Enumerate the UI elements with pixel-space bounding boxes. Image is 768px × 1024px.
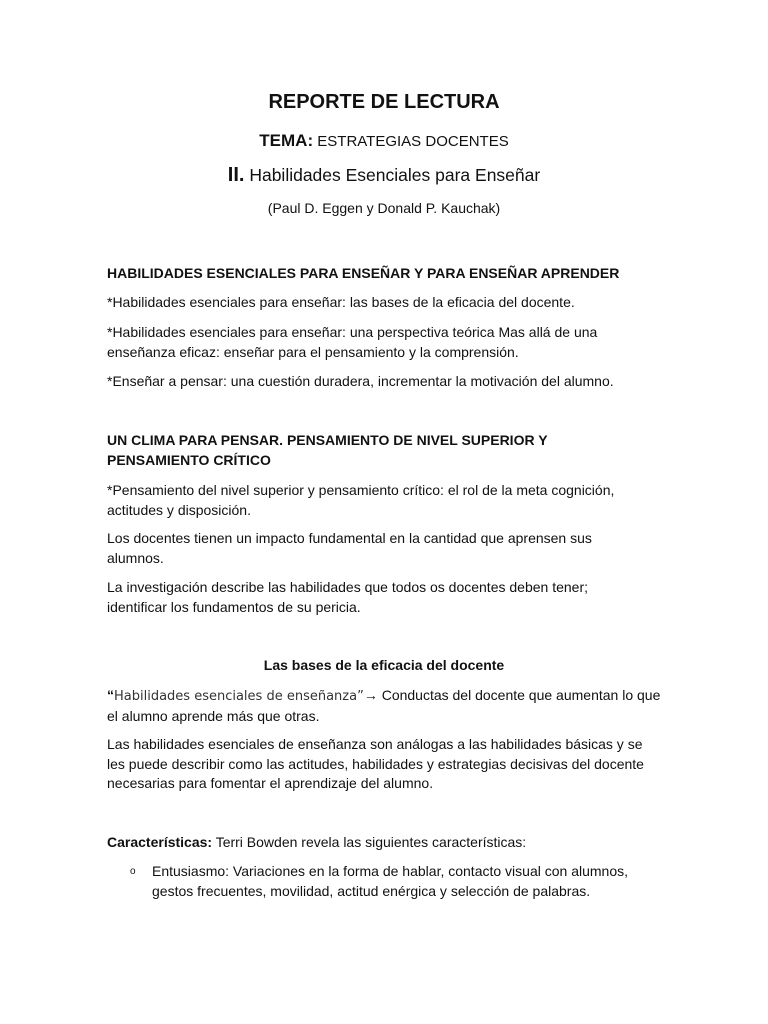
section3-heading: Las bases de la eficacia del docente (263, 657, 505, 673)
arrow-icon: → (363, 687, 378, 703)
characteristics-label: Características: (107, 834, 213, 850)
bullet-circle-icon: o (130, 866, 136, 877)
section2-heading-part2: PENSAMIENTO DE NIVEL SUPERIOR Y PENSAMIENTO CRÍTICO (107, 432, 548, 468)
bullet-text: Entusiasmo: Variaciones en la forma de hablar, contacto visual con alumnos, gestos frecuentes, movilidad, actitud enérgica y selección de palabras. (152, 863, 628, 899)
unit-line (0, 163, 768, 187)
authors-line: (Paul D. Eggen y Donald P. Kauchak) (267, 200, 501, 216)
characteristics-line (107, 833, 667, 853)
topic-label: TEMA: (259, 131, 314, 150)
unit-title: Habilidades Esenciales para Enseñar (249, 165, 541, 185)
section3-paragraph: Las habilidades esenciales de enseñanza son análogas a las habilidades básicas y se les puede describir como las actitudes, habilidades y estrategias decisivas del docente necesarias para fomentar el aprendizaje del alumno. (107, 736, 644, 791)
section1-paragraph-2: *Habilidades esenciales para enseñar: una perspectiva teórica Mas allá de una enseñanza eficaz: enseñar para el pensamiento y la comprensión. (107, 324, 598, 360)
section1-paragraph-3: *Enseñar a pensar: una cuestión duradera, incrementar la motivación del alumno. (107, 373, 614, 389)
section3-definition (107, 686, 669, 726)
definition-text: Conductas del docente que aumentan lo que el alumno aprende más que otras. (107, 687, 661, 724)
characteristics-intro: Terri Bowden revela las siguientes características: (212, 834, 527, 850)
section2-paragraph-1: *Pensamiento del nivel superior y pensamiento crítico: el rol de la meta cognición, actitudes y disposición. (107, 482, 615, 518)
quote-term: Habilidades esenciales de enseñanza” (114, 689, 364, 704)
section1-paragraph-1: *Habilidades esenciales para enseñar: las bases de la eficacia del docente. (107, 294, 575, 310)
section2-paragraph-3: La investigación describe las habilidades que todos os docentes deben tener; identificar los fundamentos de su pericia. (107, 579, 588, 615)
topic-value: ESTRATEGIAS DOCENTES (317, 133, 509, 150)
unit-number: II. (227, 164, 245, 186)
report-title: REPORTE DE LECTURA (268, 91, 500, 113)
section2-heading-part1: UN CLIMA PARA PENSAR (107, 432, 280, 448)
section1-heading: HABILIDADES ESENCIALES PARA ENSEÑAR Y PARA ENSEÑAR APRENDER (107, 265, 620, 281)
list-item (130, 862, 670, 901)
quote-open-mark: “ (107, 687, 114, 703)
section2-heading (107, 431, 597, 470)
topic-line (0, 131, 768, 152)
section2-paragraph-2: Los docentes tienen un impacto fundamental en la cantidad que aprensen sus alumnos. (107, 530, 592, 566)
section2-heading-separator: . (279, 432, 287, 448)
